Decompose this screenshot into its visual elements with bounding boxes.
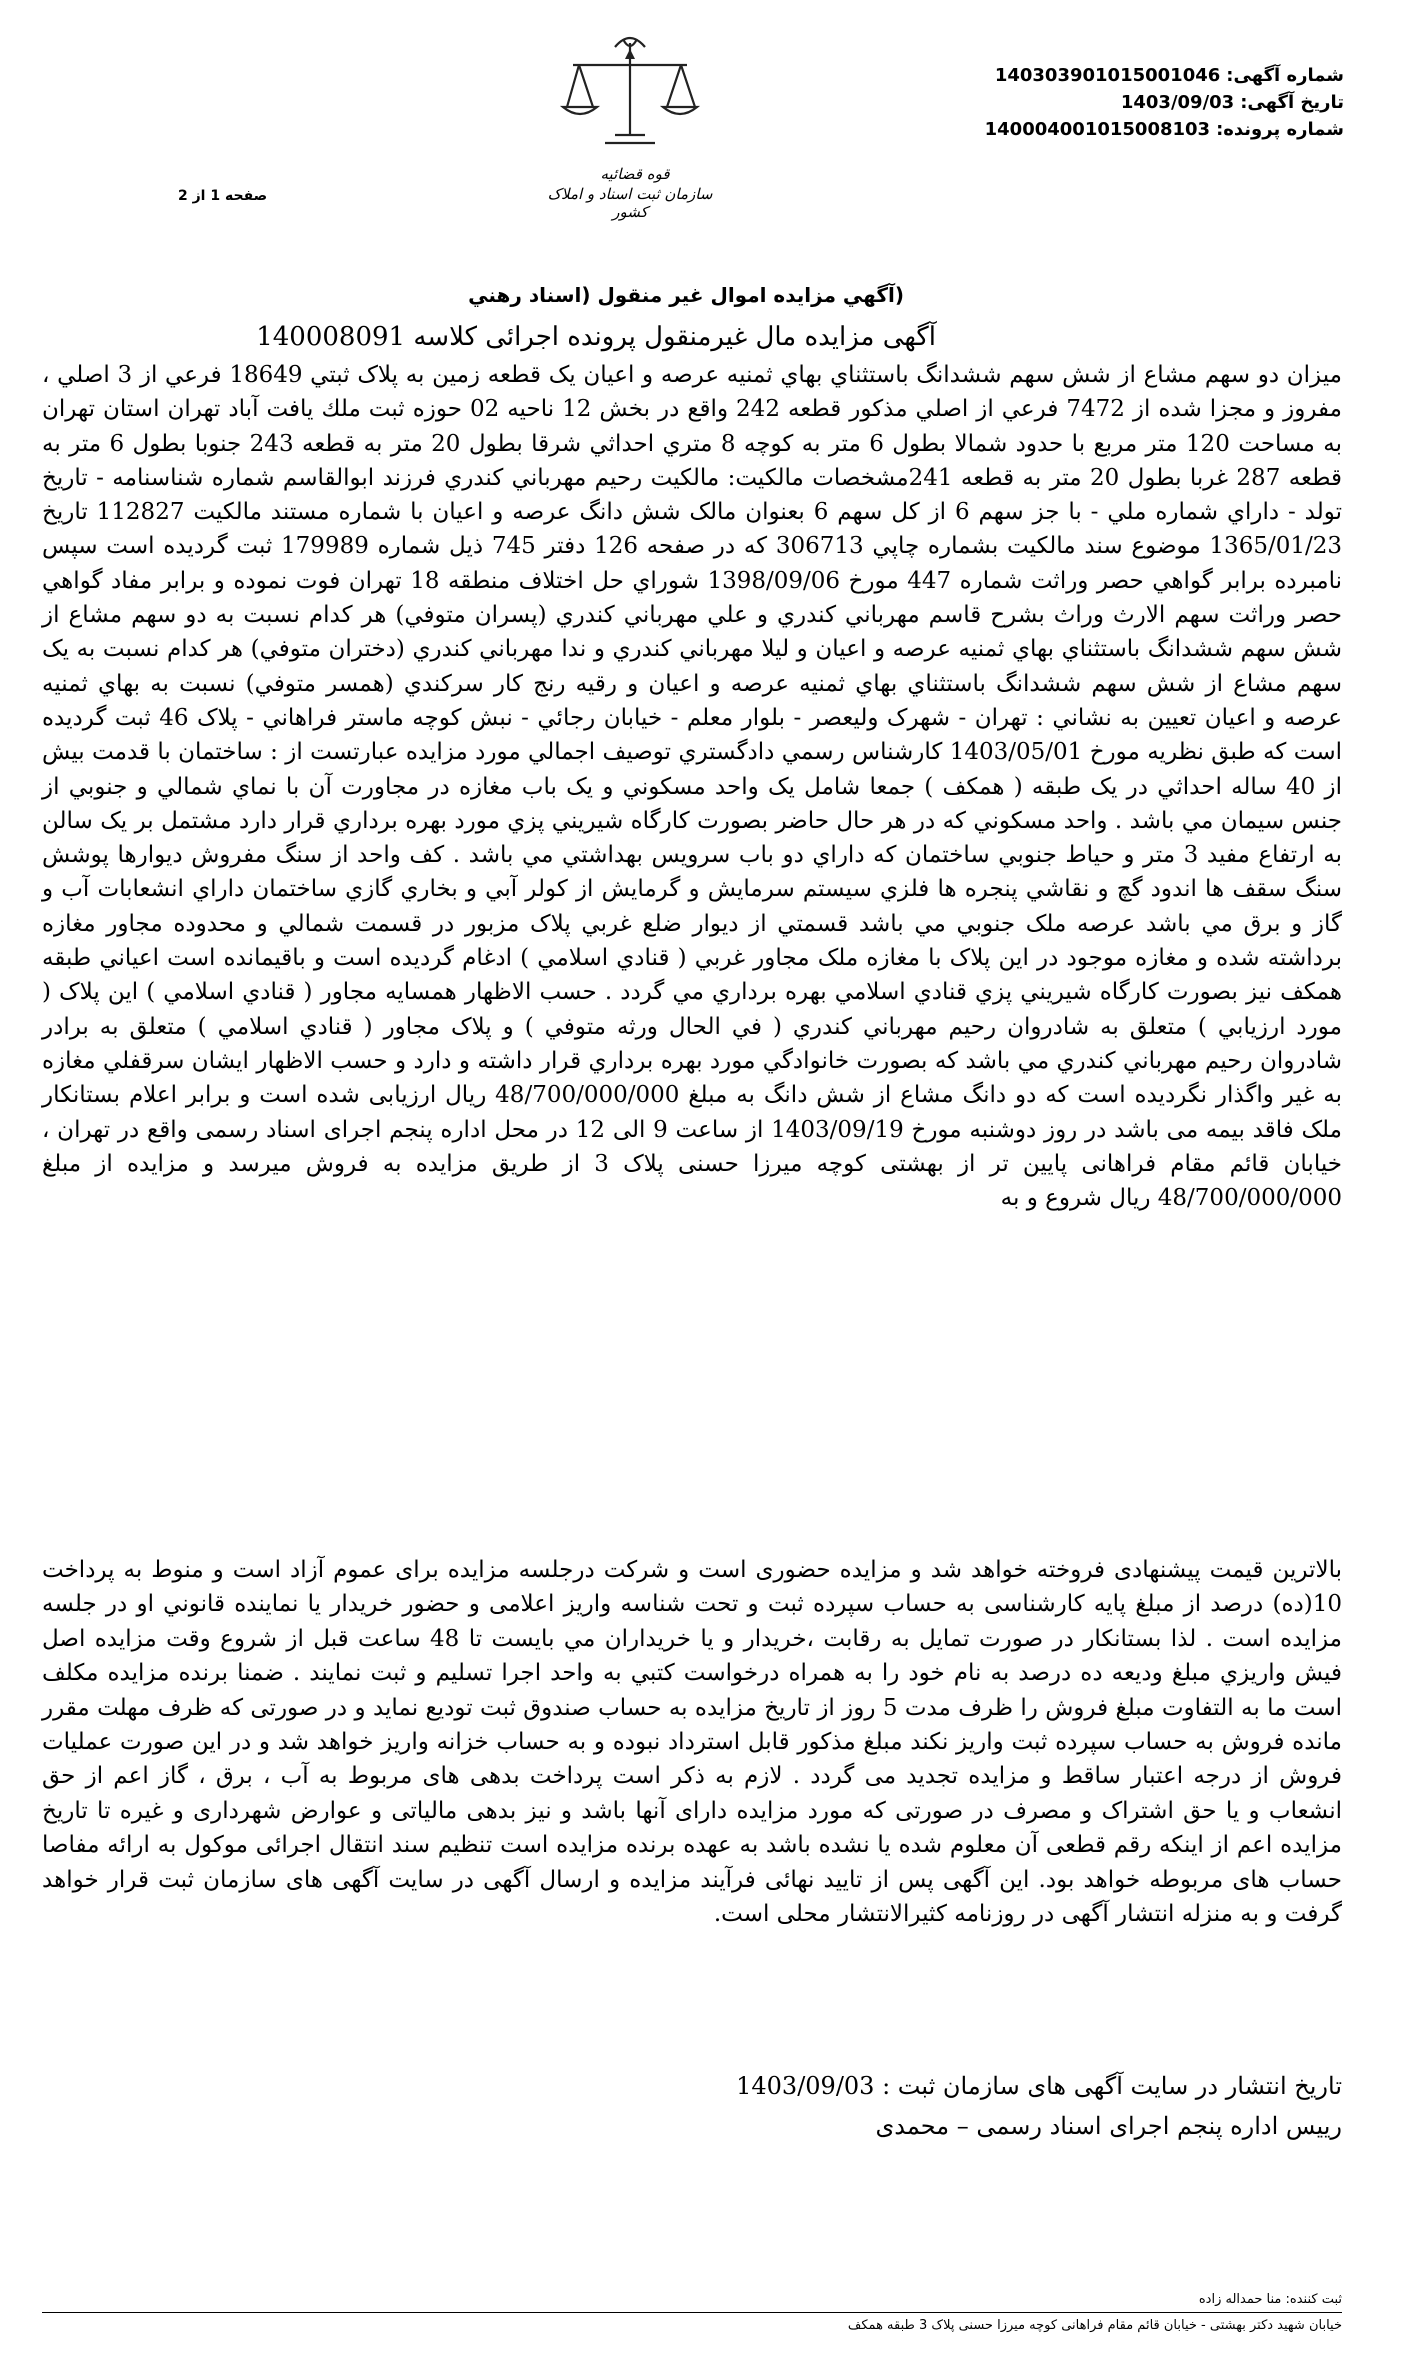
document-title: (آگهي مزايده اموال غير منقول (اسناد رهني xyxy=(468,283,904,307)
page-indicator: صفحه 1 از 2 xyxy=(178,188,268,204)
file-number-label: شماره پرونده: xyxy=(1216,119,1344,140)
ad-date-label: تاریخ آگهی: xyxy=(1240,92,1344,113)
publish-date-line: تاریخ انتشار در سایت آگهی های سازمان ثبت : 1403/09/03 xyxy=(736,2072,1342,2100)
paragraph-property-description: ميزان دو سهم مشاع از شش سهم ششدانگ باستثناي بهاي ثمنيه عرصه و اعيان يک قطعه زمين به پلاک ثبتي 18649 فرعي از 3 اصلي ، مفروز و مجزا شده از 7472 فرعي از اصلي مذکور قطعه 242 واقع در بخش 12 ناحيه 02 حوزه ثبت ملك يافت آباد تهران استان تهران به مساحت 120 متر مربع با حدود شمالا بطول 6 متر به کوچه 8 متري احداثي شرقا بطول 20 متر به قطعه 243 جنوبا بطول 6 متر به قطعه 287 غربا بطول 20 متر به قطعه 241مشخصات مالکيت: مالکيت رحيم مهرباني کندري فرزند ابوالقاسم شماره شناسنامه - تاريخ تولد - داراي شماره ملي - با جز سهم 6 از کل سهم 6 بعنوان مالک شش دانگ عرصه و اعيان با شماره مستند مالکيت 112827 تاريخ 1365/01/23 موضوع سند مالکيت بشماره چاپي 306713 که در صفحه 126 دفتر 745 ذيل شماره 179989 ثبت گرديده است سپس نامبرده برابر گواهي حصر وراثت شماره 447 مورخ 1398/09/06 شوراي حل اختلاف منطقه 18 تهران فوت نموده و برابر مفاد گواهي حصر وراثت سهم الارث وراث بشرح قاسم مهرباني کندري و علي مهرباني کندري (پسران متوفي) هر کدام نسبت به دو سهم مشاع از شش سهم ششدانگ باستثناي بهاي ثمنيه عرصه و اعيان و ليلا مهرباني کندري و ندا مهرباني کندري (دختران متوفي) هر کدام نسبت به يک سهم مشاع از شش سهم ششدانگ باستثناي بهاي ثمنيه عرصه و اعيان و رقيه رنج کار سرکندي (همسر متوفي) نسبت به بهاي ثمنيه عرصه و اعيان تعيين به نشاني : تهران - شهرک وليعصر - بلوار معلم - خيابان رجائي - نبش کوچه ماستر فراهاني - پلاک 46 ثبت گرديده است که طبق نظريه مورخ 1403/05/01 کارشناس رسمي دادگستري توصيف اجمالي مورد مزايده عبارتست از : ساختمان با قدمت بيش از 40 ساله احداثي در يک طبقه ( همکف ) جمعا شامل يک واحد مسکوني و يک باب مغازه در مجاورت آن با نماي شمالي و جنوبي از جنس سيمان مي باشد . واحد مسکوني که در هر حال حاضر بصورت کارگاه شيريني پزي مورد بهره برداري قرار دارد مشتمل بر يک سالن به ارتفاع مفيد 3 متر و حياط جنوبي ساختمان که داراي دو باب سرويس بهداشتي مي باشد . کف واحد از سنگ مفروش ديوارها پوشش سنگ سقف ها اندود گچ و نقاشي پنجره ها فلزي سيستم سرمايش و گرمايش از کولر آبي و بخاري گازي ساختمان داراي انشعابات آب و گاز و برق مي باشد عرصه ملک جنوبي مي باشد قسمتي از ديوار ضلع غربي پلاک مزبور در قسمت شمالي و محدوده مجاور مغازه برداشته شده و مغازه موجود در اين پلاک با مغازه ملک مجاور غربي ( قنادي اسلامي ) ادغام گرديده است و باقيمانده است اعياني طبقه همکف نيز بصورت کارگاه شيريني پزي قنادي اسلامي بهره برداري مي گردد . حسب الاظهار همسايه مجاور ( قنادي اسلامي ) اين پلاک ( مورد ارزيابي ) متعلق به شادروان رحيم مهرباني کندري ( في الحال ورثه متوفي ) و پلاک مجاور ( قنادي اسلامي ) متعلق به برادر شادروان رحيم مهرباني کندري مي باشد که بصورت خانوادگي مورد بهره برداري قرار داشته و دارد و حسب الاظهار ايشان سرقفلي مغازه به غير واگذار نگرديده است كه دو دانگ مشاع از شش دانگ به مبلغ 48/700/000/000 ريال ارزيابی شده است و برابر اعلام بستانکار ملک فاقد بیمه می باشد در روز دوشنبه مورخ 1403/09/19 از ساعت 9 الی 12 در محل اداره پنجم اجرای اسناد رسمی واقع در تهران ، خیابان قائم مقام فراهانی پایین تر از بهشتی کوچه میرزا حسنی پلاک 3 از طریق مزایده به فروش میرسد و مزایده از مبلغ 48/700/000/000 ريال شروع و به xyxy=(42,362,1343,1212)
ad-date-row xyxy=(874,89,1344,116)
office-address: خیابان شهید دکتر بهشتی - خیابان قائم مقام فراهانی کوچه میرزا حسنی پلاک 3 طبقه همکف xyxy=(847,2318,1342,2333)
ad-number-label: شماره آگهی: xyxy=(1226,65,1344,86)
emblem-caption-judiciary: قوه قضائیه xyxy=(600,165,670,183)
file-number-row xyxy=(874,116,1344,143)
footer-divider xyxy=(42,2312,1342,2313)
ad-number: 140303901015001046 xyxy=(994,65,1221,86)
paragraph-auction-terms: بالاترین قیمت پیشنهادی فروخته خواهد شد و مزایده حضوری است و شرکت درجلسه مزایده برای عموم آزاد است و منوط به پرداخت 10(ده) درصد از مبلغ پایه کارشناسی به حساب سپرده ثبت و تحت شناسه واریز اعلامی و حضور خريدار يا نماينده قانوني او در جلسه مزايده است . لذا بستانکار در صورت تمايل به رقابت ،خريدار و يا خريداران مي بايست تا 48 ساعت قبل از شروع وقت مزايده اصل فيش واريزي مبلغ وديعه ده درصد به نام خود را به همراه درخواست کتبي به واحد اجرا تسليم و ثبت نمايند . ضمنا برنده مزایده مکلف است ما به التفاوت مبلغ فروش را ظرف مدت 5 روز از تاریخ مزایده به حساب صندوق ثبت تودیع نماید و در صورتی که ظرف مهلت مقرر مانده فروش به حساب سپرده ثبت واریز نکند مبلغ مذکور قابل استرداد نبوده و به حساب خزانه واریز خواهد شد و در این صورت عملیات فروش از درجه اعتبار ساقط و مزایده تجدید می گردد . لازم به ذکر است پرداخت بدهی های مربوط به آب ، برق ، گاز اعم از حق انشعاب و یا حق اشتراک و مصرف در صورتی که مورد مزایده دارای آنها باشد و نیز بدهی مالیاتی و عوارض شهرداری و غیره تا تاریخ مزایده اعم از اینکه رقم قطعی آن معلوم شده یا نشده باشد به عهده برنده مزایده است تنظیم سند انتقال اجرائی موکول به ارائه مفاصا حساب های مربوطه خواهد بود. این آگهی پس از تایید نهائی فرآیند مزایده و ارسال آگهی در سایت آگهی های سازمان ثبت قرار خواهد گرفت و به منزله انتشار آگهی در روزنامه کثیرالانتشار محلی است. xyxy=(42,1557,1342,1928)
emblem-caption-org: سازمان ثبت اسناد و املاک کشور xyxy=(547,185,713,221)
ad-number-row xyxy=(874,62,1344,89)
ad-meta xyxy=(874,62,1344,143)
judiciary-emblem xyxy=(545,25,715,221)
registrar-note: ثبت کننده: منا حمداله زاده xyxy=(1198,2292,1342,2307)
file-number: 140004001015008103 xyxy=(984,119,1211,140)
scales-of-justice-icon xyxy=(545,25,715,165)
document-subtitle: آگهی مزایده مال غیرمنقول پرونده اجرائی کلاسه 140008091 xyxy=(256,322,936,352)
ad-date: 1403/09/03 xyxy=(1120,92,1235,113)
signature-line: رییس اداره پنجم اجرای اسناد رسمی – محمدی xyxy=(875,2112,1342,2140)
